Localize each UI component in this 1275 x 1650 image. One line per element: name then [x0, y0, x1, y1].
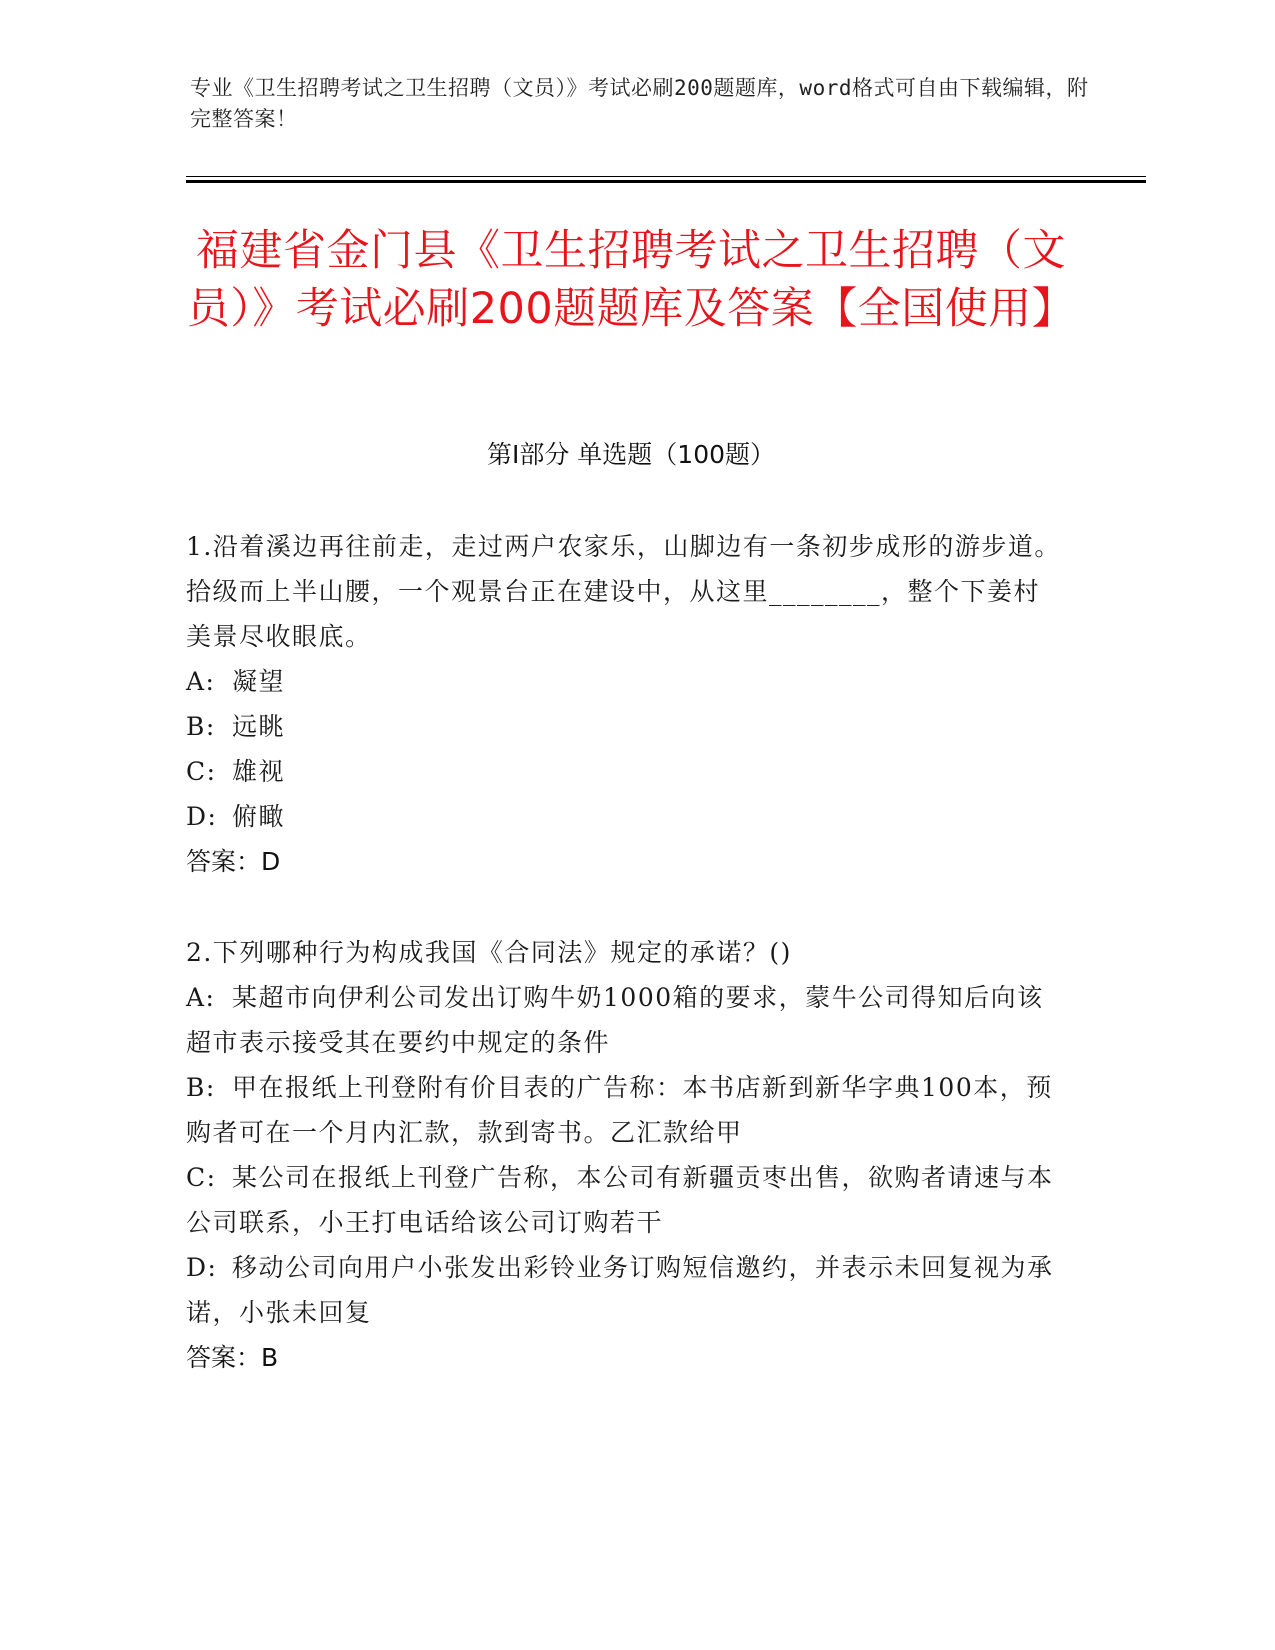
option-text: 雄视	[232, 757, 286, 786]
question-text: 1.沿着溪边再往前走，走过两户农家乐，山脚边有一条初步成形的游步道。拾级而上半山腰，一个观景台正在建设中，从这里________，整个下姜村美景尽收眼底。	[186, 532, 1061, 651]
option-key: B:	[186, 712, 216, 741]
answer-line: 答案：B	[186, 1343, 279, 1372]
option-text: 某超市向伊利公司发出订购牛奶1000箱的要求，蒙牛公司得知后向该超市表示接受其在要约中规定的条件	[186, 983, 1044, 1057]
option-key: C:	[186, 757, 217, 786]
option-c	[186, 749, 1066, 794]
header-divider-thin	[186, 176, 1146, 177]
option-text: 俯瞰	[232, 802, 286, 831]
option-text: 甲在报纸上刊登附有价目表的广告称：本书店新到新华字典100本，预购者可在一个月内汇款，款到寄书。乙汇款给甲	[186, 1073, 1053, 1147]
section-heading: 第I部分 单选题（100题）	[486, 440, 776, 469]
option-d	[186, 1245, 1066, 1335]
option-b	[186, 1065, 1066, 1155]
option-b	[186, 704, 1066, 749]
option-c	[186, 1155, 1066, 1245]
question-text: 2.下列哪种行为构成我国《合同法》规定的承诺？()	[186, 938, 792, 967]
option-a	[186, 975, 1066, 1065]
option-key: A:	[186, 983, 216, 1012]
option-text: 某公司在报纸上刊登广告称，本公司有新疆贡枣出售，欲购者请速与本公司联系，小王打电话给该公司订购若干	[186, 1163, 1054, 1237]
option-text: 凝望	[232, 667, 286, 696]
question-2	[186, 930, 1066, 1380]
header-note: 专业《卫生招聘考试之卫生招聘（文员）》考试必刷200题题库，word格式可自由下载编辑，附完整答案！	[190, 76, 1089, 131]
option-text: 远眺	[232, 712, 286, 741]
option-key: A:	[186, 667, 216, 696]
option-key: C:	[186, 1163, 217, 1192]
option-key: D:	[186, 802, 218, 831]
option-text: 移动公司向用户小张发出彩铃业务订购短信邀约，并表示未回复视为承诺，小张未回复	[186, 1253, 1054, 1327]
question-1	[186, 524, 1066, 884]
header-divider-thick	[186, 180, 1146, 183]
document-title: 福建省金门县《卫生招聘考试之卫生招聘（文员）》考试必刷200题题库及答案【全国使用】	[186, 226, 1076, 334]
option-d	[186, 794, 1066, 839]
option-key: B:	[186, 1073, 216, 1102]
answer-line: 答案：D	[186, 847, 281, 876]
option-a	[186, 659, 1066, 704]
option-key: D:	[186, 1253, 218, 1282]
